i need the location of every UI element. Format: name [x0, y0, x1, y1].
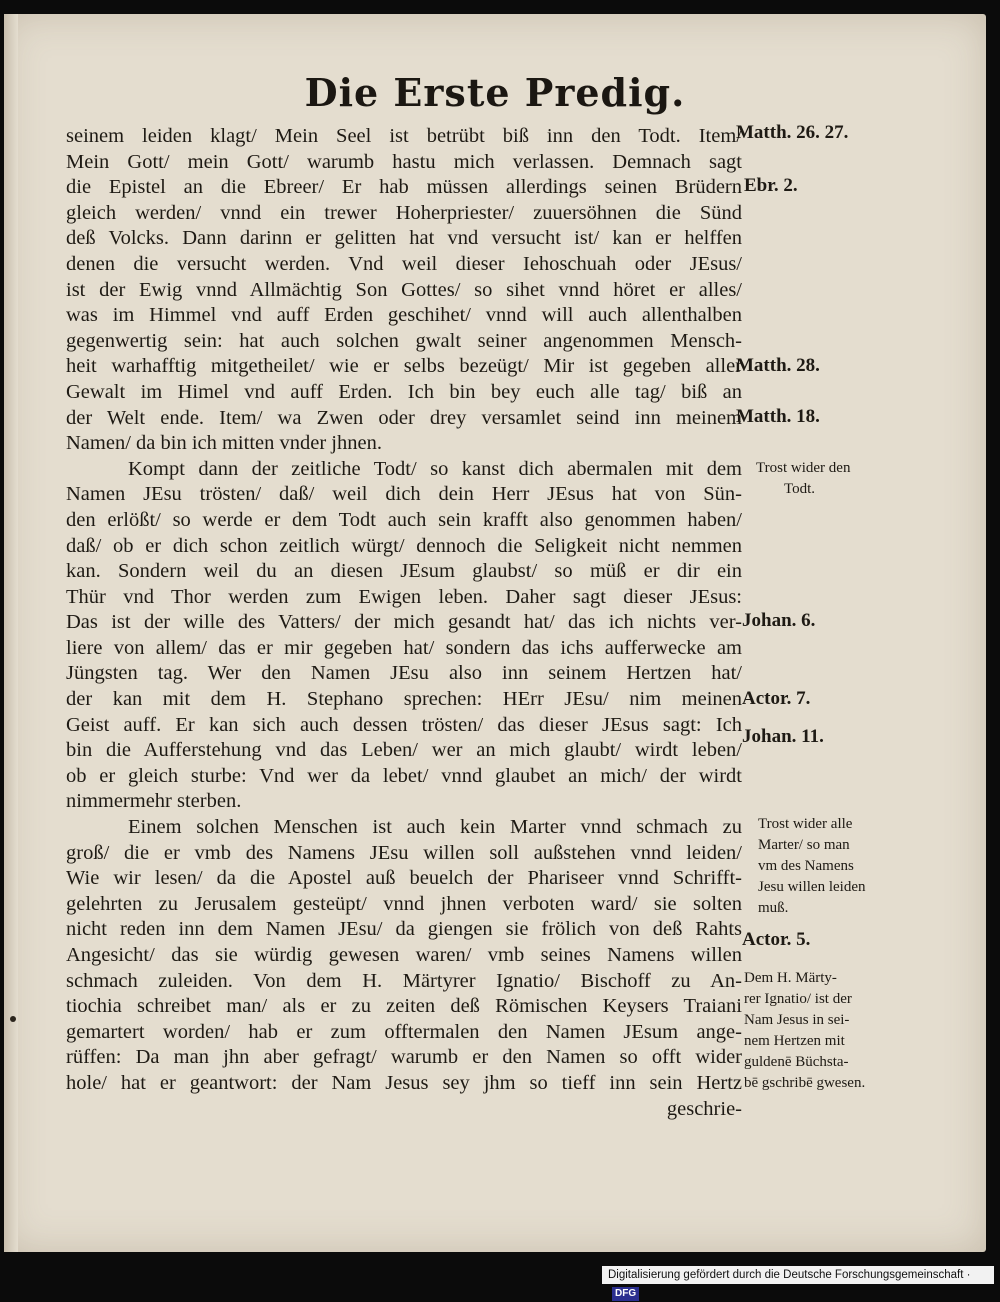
body-text: [66, 124, 742, 1122]
dfg-footer: [602, 1266, 994, 1299]
ink-speck: [10, 1016, 16, 1022]
text-line: rüffen: Da man jhn aber gefragt/ warumb er den Namen so offt wider: [66, 1046, 742, 1069]
text-line: liere von allem/ das er mir gegeben hat/ sondern das ichs aufferwecke am: [66, 636, 742, 659]
text-line: Angesicht/ das sie würdig gewesen waren/ vmb seines Namens willen: [66, 944, 742, 966]
margin-note-line: Dem H. Märty-: [744, 970, 837, 986]
page-gutter: [4, 14, 18, 1252]
margin-note-line: Nam Jesus in sei-: [744, 1012, 850, 1028]
text-line: tiochia schreibet man/ als er zu zeiten deß Römischen Keysers Traiani: [66, 995, 742, 1018]
margin-note-line: nem Hertzen mit: [744, 1033, 845, 1049]
text-line: Mein Gott/ mein Gott/ warumb hastu mich verlassen. Demnach sagt: [66, 150, 742, 173]
text-line: denen die versucht werden. Vnd weil dieser Iehoschuah oder JEsus/: [66, 252, 742, 275]
margin-note-line: Marter/ so man: [758, 837, 850, 853]
text-line: der Welt ende. Item/ wa Zwen oder drey versamlet seind inn meinem: [66, 406, 742, 429]
text-line: Jüngsten tag. Wer den Namen JEsu also inn seinem Hertzen hat/: [66, 662, 742, 685]
margin-note-line: vm des Namens: [758, 858, 854, 874]
margin-note-ignatius: [744, 968, 865, 1094]
text-line: ob er gleich sturbe: Vnd wer da lebet/ vnnd glaubet an mich/ der wirdt: [66, 764, 742, 787]
text-line: kan. Sondern weil du an diesen JEsum glaubst/ so müß er dir ein: [66, 560, 742, 583]
text-line: gleich werden/ vnnd ein trewer Hoherpriester/ zuuersöhnen die Sünd: [66, 201, 742, 224]
margin-ref: Matth. 18.: [736, 406, 820, 427]
margin-note-line: rer Ignatio/ ist der: [744, 991, 852, 1007]
margin-note-line: Trost wider alle: [758, 816, 853, 832]
footer-text: Digitalisierung gefördert durch die Deutsche Forschungsgemeinschaft ·: [608, 1269, 971, 1281]
text-line: Namen JEsu trösten/ daß/ weil dich dein Herr JEsus hat von Sün-: [66, 483, 742, 506]
text-line: nimmermehr sterben.: [66, 790, 242, 813]
margin-note-line: muß.: [758, 900, 789, 916]
text-line: hole/ hat er geantwort: der Nam Jesus sey jhm so tieff inn sein Hertz: [66, 1071, 742, 1094]
text-line: gemartert worden/ hab er zum offtermalen den Namen JEsum ange-: [66, 1020, 742, 1043]
text-line: Gewalt im Himel vnd auff Erden. Ich bin bey euch alle tag/ biß an: [66, 380, 742, 403]
text-line: schmach zuleiden. Von dem H. Märtyrer Ignatio/ Bischoff zu An-: [66, 969, 742, 992]
text-line: Wie wir lesen/ da die Apostel auß beuelch der Phariseer vnnd Schrifft-: [66, 867, 742, 890]
margin-note-trost-marter: [758, 814, 865, 919]
margin-ref: Johan. 6.: [742, 610, 816, 631]
margin-ref: Ebr. 2.: [744, 175, 798, 196]
text-line: der kan mit dem H. Stephano sprechen: HErr JEsu/ nim meinen: [66, 688, 742, 711]
margin-ref: Johan. 11.: [742, 726, 824, 747]
margin-note-trost-tod: [756, 458, 850, 500]
book-page: [4, 14, 986, 1252]
text-line: nicht reden inn dem Namen JEsu/ da giengen sie frölich von deß Rahts: [66, 918, 742, 941]
text-line: bin die Aufferstehung vnd das Leben/ wer an mich glaubt/ wirdt leben/: [66, 739, 742, 762]
text-line: deß Volcks. Dann darinn er gelitten hat vnd versucht ist/ kan er helffen: [66, 227, 742, 250]
text-line: ist der Ewig vnnd Allmächtig Son Gottes/ so sihet vnnd höret er alles/: [66, 278, 742, 301]
text-line: daß/ ob er dich schon zeitlich würgt/ dennoch die Seligkeit nicht nemmen: [66, 534, 742, 557]
text-line: Das ist der wille des Vatters/ der mich gesandt hat/ das ich nichts ver-: [66, 611, 742, 634]
text-line: Kompt dann der zeitliche Todt/ so kanst dich abermalen mit dem: [128, 457, 742, 480]
margin-ref: Actor. 7.: [742, 688, 811, 709]
text-line: gelehrten zu Jerusalem gesteüpt/ vnnd jhnen verboten ward/ sie solten: [66, 892, 742, 915]
text-line: die Epistel an die Ebreer/ Er hab müssen allerdings seinen Brüdern: [66, 176, 742, 199]
margin-note-line: bē gschribē gwesen.: [744, 1075, 866, 1091]
margin-note-line: Jesu willen leiden: [758, 879, 866, 895]
margin-ref: Actor. 5.: [742, 929, 811, 950]
text-line: den erlößt/ so werde er dem Todt auch sein krafft also genommen haben/: [66, 508, 742, 531]
text-line: heit warhafftig mitgetheilet/ wie er selbs bezeügt/ Mir ist gegeben aller: [66, 355, 742, 378]
margin-ref: Matth. 28.: [736, 355, 820, 376]
text-line: Namen/ da bin ich mitten vnder jhnen.: [66, 432, 382, 455]
margin-note-line: Todt.: [784, 481, 816, 497]
text-line: Geist auff. Er kan sich auch dessen trösten/ das dieser JEsus sagt: Ich: [66, 713, 742, 736]
margin-note-line: Trost wider den: [756, 460, 851, 476]
text-line: Thür vnd Thor werden zum Ewigen leben. Daher sagt dieser JEsus:: [66, 585, 742, 608]
text-line: was im Himmel vnd auff Erden geschihet/ vnnd will auch allenthalben: [66, 304, 742, 327]
text-line: seinem leiden klagt/ Mein Seel ist betrübt biß inn den Todt. Item/: [66, 125, 742, 147]
dfg-logo-icon: DFG: [612, 1287, 639, 1301]
catchword: geschrie-: [666, 1097, 742, 1120]
margin-note-line: guldenē Büchsta-: [744, 1054, 849, 1070]
text-line: Einem solchen Menschen ist auch kein Marter vnnd schmach zu: [128, 816, 742, 839]
text-line: gegenwertig sein: hat auch solchen gwalt seiner angenommen Mensch-: [66, 329, 742, 352]
text-line: groß/ die er vmb des Namens JEsu willen soll außstehen vnnd leiden/: [66, 841, 742, 864]
margin-ref: Matth. 26. 27.: [736, 122, 849, 143]
page-title: Die Erste Predig.: [304, 70, 686, 115]
